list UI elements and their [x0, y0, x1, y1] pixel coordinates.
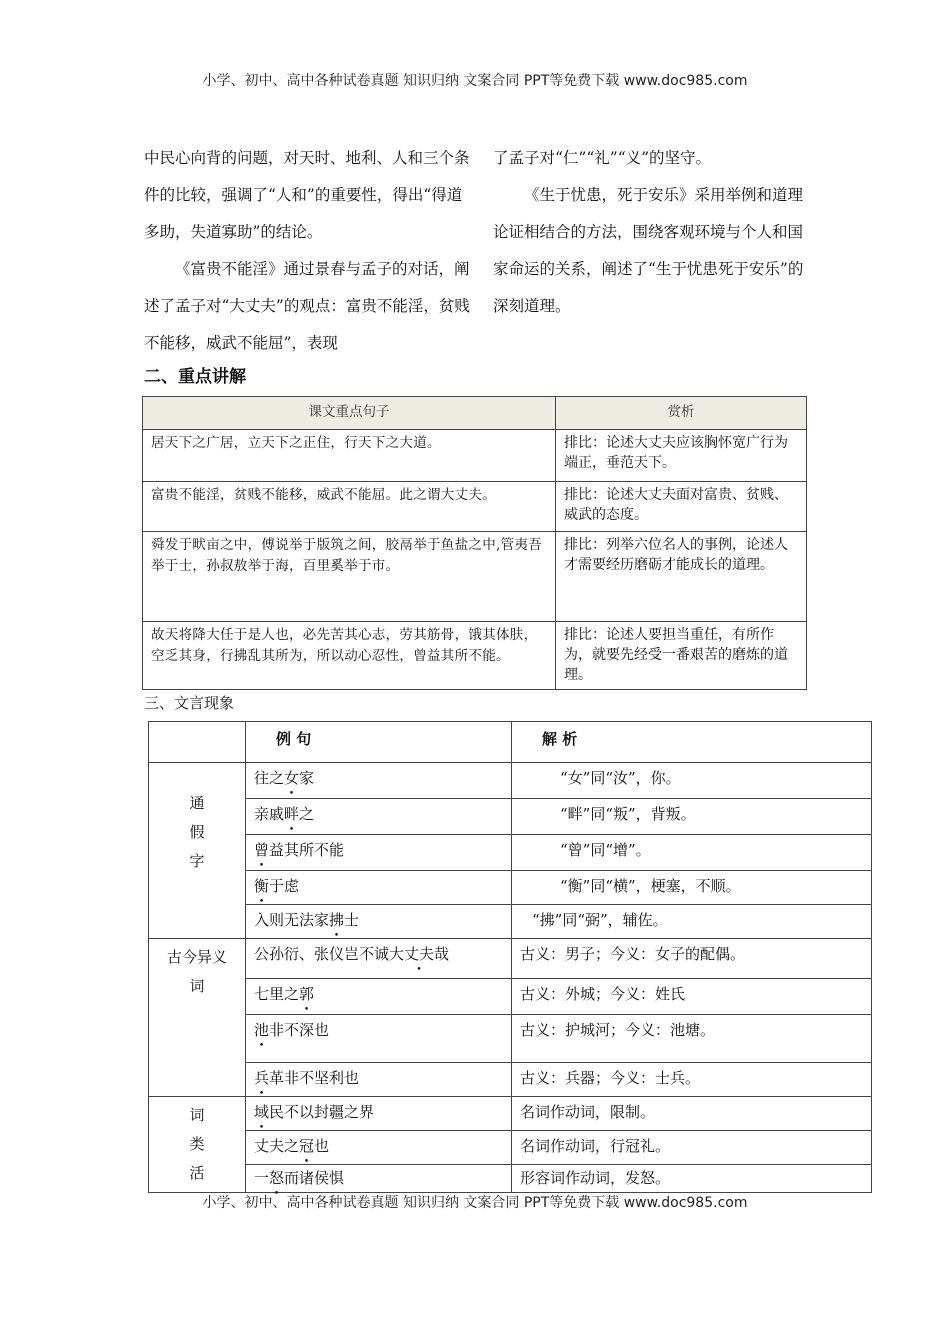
analysis-cell: 排比：列举六位名人的事例，论述人才需要经历磨砺才能成长的道理。	[556, 532, 807, 622]
table-row	[149, 905, 872, 939]
classical-phenomena-table	[148, 721, 872, 1193]
right-paragraph-2: 《生于忧患，死于安乐》采用举例和道理论证相结合的方法，围绕客观环境与个人和国家命运的关系，阐述了“生于忧患死于安乐”的深刻道理。	[493, 186, 804, 315]
table-row	[149, 835, 872, 871]
example-cell: 入则无法家拂士	[246, 905, 512, 939]
emphasis-char: 曾	[254, 841, 270, 859]
table-row	[149, 763, 872, 799]
explanation-cell: 形容词作动词，发怒。	[512, 1165, 872, 1193]
example-cell: 七里之郭	[246, 979, 512, 1015]
table-row	[149, 1165, 872, 1193]
explanation-cell: “拂”同“弼”，辅佐。	[512, 905, 872, 939]
example-cell: 兵革非不坚利也	[246, 1063, 512, 1097]
explanation-cell: “畔”同“叛”，背叛。	[512, 799, 872, 835]
analysis-cell: 排比：论述人要担当重任，有所作为，就要先经受一番艰苦的磨炼的道理。	[556, 622, 807, 690]
left-paragraph-2: 《富贵不能淫》通过景春与孟子的对话，阐述了孟子对“大丈夫”的观点：富贵不能淫，贫贱不能移，威武不能屈”，表现	[144, 260, 470, 352]
table-row	[149, 1131, 872, 1165]
page-header: 小学、初中、高中各种试卷真题 知识归纳 文案合同 PPT等免费下载 www.doc985.com	[202, 73, 748, 89]
section-2-title: 二、重点讲解	[144, 367, 246, 387]
sentence-cell: 故天将降大任于是人也，必先苦其心志，劳其筋骨，饿其体肤，空乏其身，行拂乱其所为，所以动心忍性，曾益其所不能。	[143, 622, 556, 690]
table-row	[143, 622, 807, 690]
emphasis-char: 畔	[284, 805, 300, 823]
table-row	[149, 979, 872, 1015]
table-header-row	[149, 722, 872, 763]
explanation-cell: 古义：外城；今义：姓氏	[512, 979, 872, 1015]
example-cell: 域民不以封疆之界	[246, 1097, 512, 1131]
example-cell: 衡于虑	[246, 871, 512, 905]
emphasis-char: 冠	[299, 1137, 315, 1156]
emphasis-char: 衡	[254, 877, 270, 895]
explanation-cell: 名词作动词，行冠礼。	[512, 1131, 872, 1165]
emphasis-char: 女	[284, 769, 300, 787]
explanation-cell: “女”同“汝”，你。	[512, 763, 872, 799]
example-cell: 公孙衍、张仪岂不诚大丈夫哉	[246, 939, 512, 979]
sentence-cell: 富贵不能淫，贫贱不能移，威武不能屈。此之谓大丈夫。	[143, 482, 556, 532]
explanation-cell: 古义：护城河；今义：池塘。	[512, 1015, 872, 1063]
table-row	[143, 430, 807, 482]
table-row	[149, 1063, 872, 1097]
column-header-explanation: 解 析	[512, 722, 872, 763]
table-row	[149, 1097, 872, 1131]
table-row	[149, 871, 872, 905]
explanation-cell: “曾”同“增”。	[512, 835, 872, 871]
right-column	[493, 140, 809, 325]
table-header-row	[143, 397, 807, 430]
emphasis-char: 域	[254, 1103, 270, 1121]
column-header-sentence: 课文重点句子	[143, 397, 556, 430]
example-cell: 曾益其所不能	[246, 835, 512, 871]
analysis-cell: 排比：论述大丈夫面对富贵、贫贱、威武的态度。	[556, 482, 807, 532]
category-cileihuoyong: 词类活	[149, 1097, 246, 1193]
table-row	[143, 482, 807, 532]
sentence-cell: 舜发于畎亩之中，傅说举于版筑之间，胶鬲举于鱼盐之中,管夷吾举于士，孙叔敖举于海，百里奚举于市。	[143, 532, 556, 622]
section-3-title: 三、文言现象	[144, 694, 235, 712]
left-paragraph-1: 中民心向背的问题，对天时、地利、人和三个条件的比较，强调了“人和”的重要性，得出“得道多助，失道寡助”的结论。	[144, 149, 470, 241]
key-sentences-table	[142, 396, 807, 690]
emphasis-char: 丈夫	[404, 945, 435, 963]
sentence-cell: 居天下之广居，立天下之正住，行天下之大道。	[143, 430, 556, 482]
explanation-cell: 名词作动词，限制。	[512, 1097, 872, 1131]
column-header-analysis: 赏析	[556, 397, 807, 430]
explanation-cell: “衡”同“横”，梗塞，不顺。	[512, 871, 872, 905]
example-cell: 池非不深也	[246, 1015, 512, 1063]
emphasis-char: 郭	[299, 985, 315, 1003]
explanation-cell: 古义：男子；今义：女子的配偶。	[512, 939, 872, 979]
table-row	[149, 1015, 872, 1063]
left-column	[144, 140, 472, 362]
example-cell: 丈夫之冠也	[246, 1131, 512, 1165]
blank-header-cell	[149, 722, 246, 763]
column-header-example: 例 句	[246, 722, 512, 763]
emphasis-char: 兵	[254, 1069, 270, 1087]
table-row	[143, 532, 807, 622]
analysis-cell: 排比：论述大丈夫应该胸怀宽广行为端正，垂范天下。	[556, 430, 807, 482]
example-cell: 一怒而诸侯惧	[246, 1165, 512, 1193]
example-cell: 往之女家	[246, 763, 512, 799]
explanation-cell: 古义：兵器；今义：士兵。	[512, 1063, 872, 1097]
emphasis-char: 怒	[269, 1169, 285, 1188]
right-paragraph-1: 了孟子对“仁”“礼”“义”的坚守。	[493, 149, 712, 167]
category-tongjiazi: 通假字	[149, 763, 246, 939]
example-cell: 亲戚畔之	[246, 799, 512, 835]
page-footer: 小学、初中、高中各种试卷真题 知识归纳 文案合同 PPT等免费下载 www.doc985.com	[202, 1195, 748, 1211]
table-row	[149, 939, 872, 979]
table-row	[149, 799, 872, 835]
emphasis-char: 池	[254, 1021, 270, 1039]
emphasis-char: 拂	[329, 911, 345, 929]
category-gujin-yiyi: 古今异义词	[149, 939, 246, 1097]
